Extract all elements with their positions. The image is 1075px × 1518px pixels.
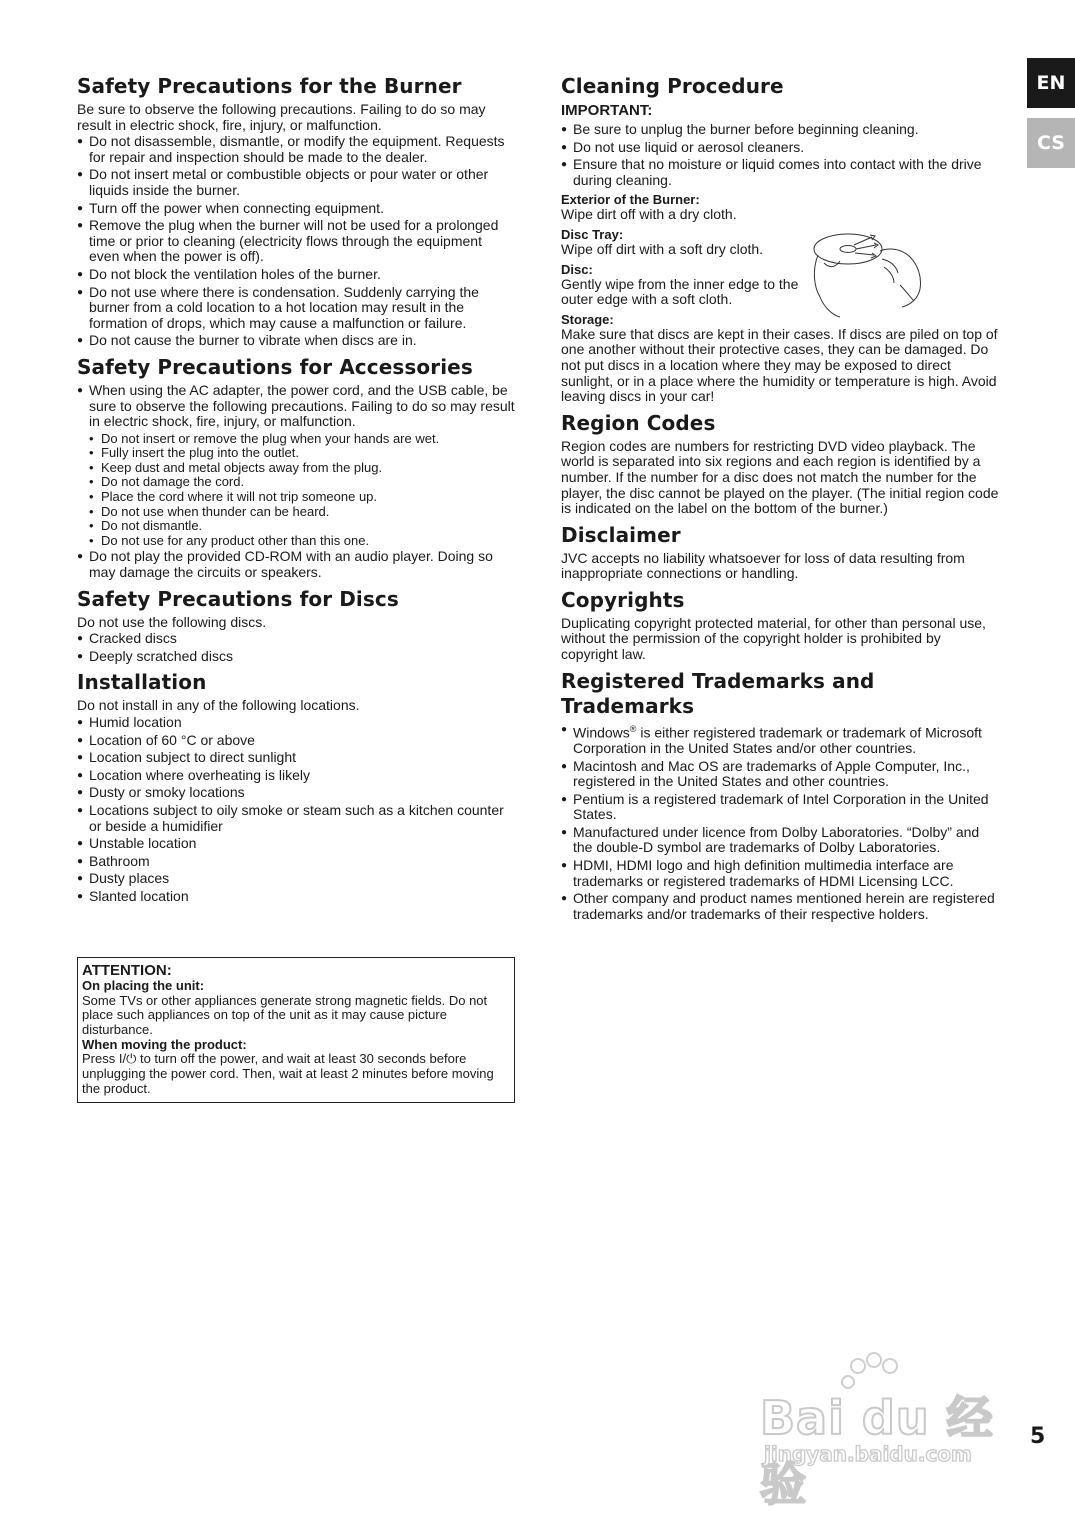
page-number: 5: [1030, 1424, 1046, 1449]
section-title: Safety Precautions for Accessories: [77, 354, 473, 379]
section-intro: Be sure to observe the following precautions. Failing to do so may result in electric shock, fire, injury, or malfunction.: [77, 101, 486, 133]
storage-text: Make sure that discs are kept in their cases. If discs are piled on top of one another without their protective cases, they can be damaged. Do not put discs in a location where they may be exposed to direct sunlight, or in a place where the humidity or temperature is high. Avoid leaving discs in your car!: [561, 325, 998, 405]
bullet-list: [561, 722, 999, 923]
section-text: Region codes are numbers for restricting DVD video playback. The world is separated into six regions and each region is identified by a number. If the number for a disc does not match the number for the player, the disc cannot be played on the player. (The initial region code is indicated on the label on the bottom of the burner.): [561, 437, 999, 517]
list-item: [561, 722, 999, 757]
list-item: ● HDMI, HDMI logo and high definition multimedia interface are trademarks or registered trademarks of HDMI Licensing LCC.: [561, 858, 999, 889]
section-title: Installation: [77, 670, 207, 695]
list-item: ● Bathroom: [77, 854, 515, 870]
section-title: Safety Precautions for the Burner: [77, 74, 462, 98]
baidu-watermark: [760, 1352, 1020, 1511]
sub-list-item: • Do not dismantle.: [77, 519, 515, 534]
placing-text: Some TVs or other appliances generate strong magnetic fields. Do not place such appliances on top of the unit as it may cause picture disturbance.: [82, 992, 488, 1038]
list-item: ● Be sure to unplug the burner before beginning cleaning.: [561, 122, 999, 138]
list-item: ● Other company and product names mentioned herein are registered trademarks and/or trademarks of their respective holders.: [561, 891, 999, 922]
disc-subtitle: Disc:: [561, 261, 593, 277]
bullet-list: [561, 122, 999, 188]
list-item: ● Locations subject to oily smoke or steam such as a kitchen counter or beside a humidifier: [77, 803, 515, 834]
section-title: Disclaimer: [561, 522, 681, 547]
list-item: ● Pentium is a registered trademark of Intel Corporation in the United States.: [561, 792, 999, 823]
bullet-list: [77, 383, 515, 430]
important-label: IMPORTANT:: [561, 102, 653, 119]
watermark-url: jingyan.baidu.com: [764, 1442, 972, 1466]
list-item: ● Humid location: [77, 715, 515, 731]
registered-mark: ®: [629, 723, 637, 734]
sub-list-item: • Place the cord where it will not trip someone up.: [77, 490, 515, 505]
list-item: ● Do not use where there is condensation. Suddenly carrying the burner from a cold location to a hot location may result in the formation of drops, which may cause a malfunction or failure.: [77, 285, 515, 332]
sub-list-item: • Fully insert the plug into the outlet.: [77, 446, 515, 461]
exterior-text: Wipe dirt off with a dry cloth.: [561, 206, 737, 223]
windows-rest: is either registered trademark or trademark of Microsoft Corporation in the United States and/or other countries.: [573, 724, 982, 756]
list-item: ● Dusty or smoky locations: [77, 785, 515, 801]
list-item: ● Unstable location: [77, 836, 515, 852]
disc-text: Gently wipe from the inner edge to the outer edge with a soft cloth.: [561, 275, 799, 308]
sub-bullet-list: [77, 432, 515, 549]
attention-title: ATTENTION:: [82, 962, 172, 979]
list-item: ● Do not play the provided CD-ROM with an audio player. Doing so may damage the circuits or speakers.: [77, 549, 515, 580]
storage-subtitle: Storage:: [561, 311, 614, 327]
copyrights-section: [561, 588, 999, 663]
list-item: ● Do not use liquid or aerosol cleaners.: [561, 140, 999, 156]
disc-hole: [840, 246, 856, 253]
moving-text: Press I/⏻ to turn off the power, and wait at least 30 seconds before unplugging the power cord. Then, wait at least 2 minutes before moving the product.: [82, 1051, 494, 1096]
disc-cleaning-illustration: [810, 225, 928, 320]
section-title: Region Codes: [561, 410, 716, 435]
placing-subtitle: On placing the unit:: [82, 978, 205, 993]
bullet-list: [77, 631, 515, 664]
cleaning-section: [561, 74, 999, 405]
sub-list-item: • Do not use for any product other than this one.: [77, 534, 515, 549]
list-item: ● Location of 60 °C or above: [77, 733, 515, 749]
bullet-list: [77, 549, 515, 580]
section-title: Copyrights: [561, 587, 685, 612]
list-item: ● Location where overheating is likely: [77, 768, 515, 784]
section-intro: Do not use the following discs.: [77, 613, 267, 630]
lang-tab-cs[interactable]: CS: [1027, 118, 1075, 168]
list-item: [77, 383, 515, 430]
list-item: ● Do not cause the burner to vibrate when discs are in.: [77, 333, 515, 349]
sub-list-item: • Do not insert or remove the plug when your hands are wet.: [77, 432, 515, 447]
right-column: [561, 68, 999, 924]
sub-list-item: • Do not use when thunder can be heard.: [77, 505, 515, 520]
left-column: [77, 68, 515, 907]
list-item: ● Remove the plug when the burner will not be used for a prolonged time or prior to cleaning (electricity flows through the equipment even when the power is off).: [77, 218, 515, 265]
section-text: JVC accepts no liability whatsoever for loss of data resulting from inappropriate connections or handling.: [561, 549, 965, 582]
watermark-brand: Bai du 经验: [760, 1391, 994, 1511]
list-item: ● Manufactured under licence from Dolby Laboratories. “Dolby” and the double-D symbol are trademarks of Dolby Laboratories.: [561, 825, 999, 856]
list-item-text: When using the AC adapter, the power cord, and the USB cable, be sure to observe the following precautions. Failing to do so may result in electric shock, fire, injury, or malfunction.: [89, 381, 515, 430]
burner-precautions-section: [77, 74, 515, 349]
list-item: ● Do not disassemble, dismantle, or modify the equipment. Requests for repair and inspection should be made to the dealer.: [77, 134, 515, 165]
list-item: ● Ensure that no moisture or liquid comes into contact with the drive during cleaning.: [561, 157, 999, 188]
region-codes-section: [561, 411, 999, 517]
exterior-subtitle: Exterior of the Burner:: [561, 192, 700, 208]
windows-word: Windows: [573, 724, 630, 741]
attention-box: [77, 957, 515, 1103]
list-item: ● Do not insert metal or combustible objects or pour water or other liquids inside the burner.: [77, 167, 515, 198]
trademarks-section: [561, 669, 999, 923]
right-hand: [880, 249, 921, 307]
section-title: Safety Precautions for Discs: [77, 586, 399, 611]
list-item: ● Dusty places: [77, 871, 515, 887]
title-line-1: Registered Trademarks and: [561, 668, 875, 693]
installation-section: [77, 670, 515, 904]
list-item: ● Location subject to direct sunlight: [77, 750, 515, 766]
section-title: [561, 669, 999, 719]
bullet-list: [77, 715, 515, 905]
list-item: ● Cracked discs: [77, 631, 515, 647]
title-line-2: Trademarks: [561, 693, 695, 718]
list-item: ● Macintosh and Mac OS are trademarks of Apple Computer, Inc., registered in the United States and other countries.: [561, 759, 999, 790]
tray-text: Wipe off dirt with a soft dry cloth.: [561, 240, 764, 257]
sub-list-item: • Do not damage the cord.: [77, 475, 515, 490]
list-item: ● Turn off the power when connecting equipment.: [77, 201, 515, 217]
list-item: ● Do not block the ventilation holes of the burner.: [77, 267, 515, 283]
sub-list-item: • Keep dust and metal objects away from the plug.: [77, 461, 515, 476]
list-item: ● Deeply scratched discs: [77, 649, 515, 665]
tray-subtitle: Disc Tray:: [561, 226, 624, 242]
disc-outline: [814, 234, 882, 264]
disclaimer-section: [561, 523, 999, 582]
section-title: Cleaning Procedure: [561, 74, 784, 98]
list-item: ● Slanted location: [77, 889, 515, 905]
disc-precautions-section: [77, 587, 515, 665]
section-intro: Do not install in any of the following locations.: [77, 697, 360, 714]
accessory-precautions-section: [77, 355, 515, 581]
section-text: Duplicating copyright protected material, for other than personal use, without the permission of the copyright holder is prohibited by copyright law.: [561, 614, 986, 663]
lang-tab-en[interactable]: EN: [1027, 58, 1075, 108]
moving-subtitle: When moving the product:: [82, 1036, 247, 1052]
bullet-list: [77, 134, 515, 349]
left-hand: [814, 255, 840, 317]
